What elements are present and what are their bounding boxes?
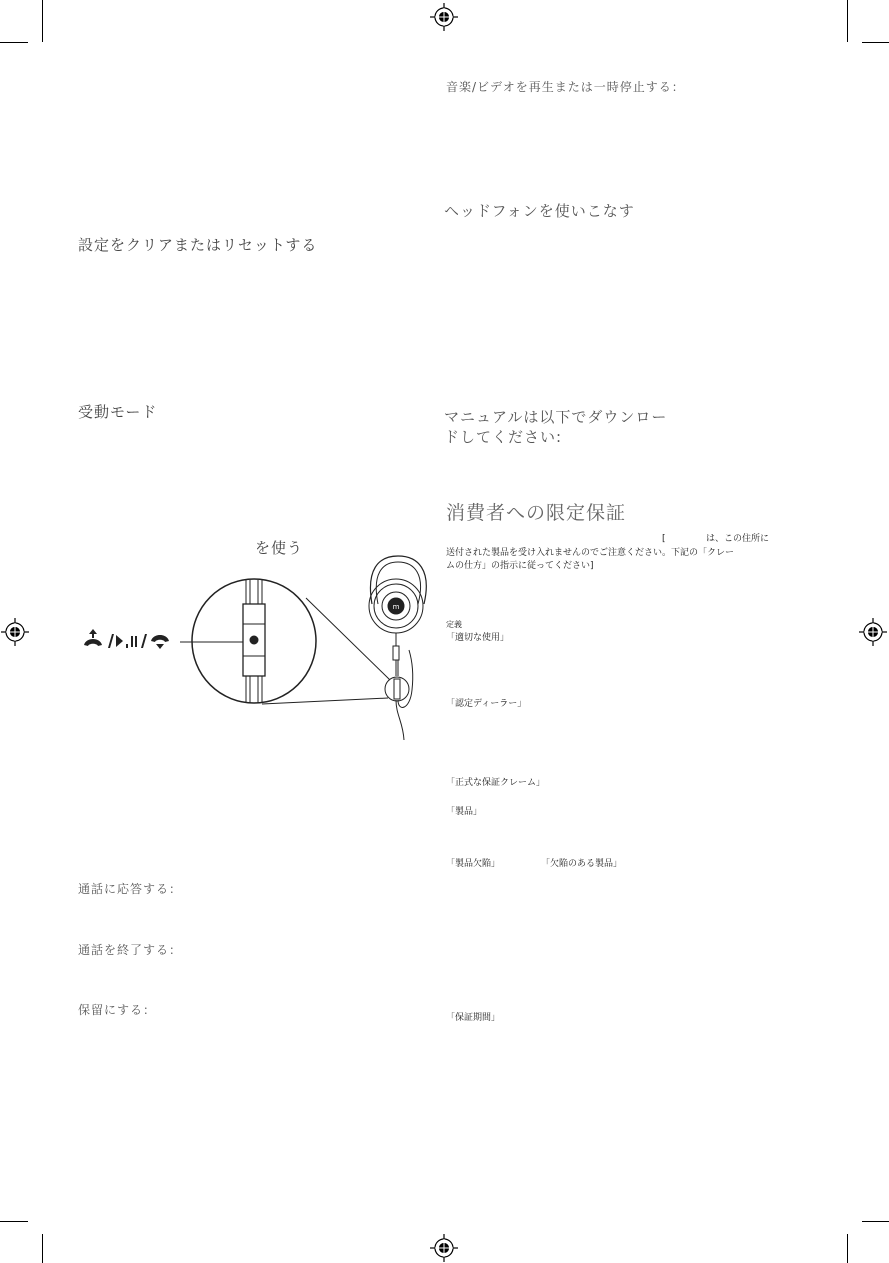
end-call-label: 通話を終了する： — [78, 943, 183, 957]
headphone-illustration — [180, 556, 426, 740]
manual-line-2: ドしてください: — [444, 428, 563, 446]
registration-mark-top — [430, 3, 458, 31]
notice-line-2: 送付された製品を受け入れませんのでご注意ください。下記の「クレー — [446, 548, 735, 558]
def-defect: 「製品欠陥」 — [446, 859, 501, 869]
def-product: 「製品」 — [446, 807, 483, 817]
call-control-icons — [84, 629, 169, 649]
def-dealer: 「認定ディーラー」 — [446, 699, 527, 709]
answer-call-label: 通話に応答する： — [78, 882, 183, 896]
def-defective: 「欠陥のある製品」 — [541, 859, 623, 869]
play-pause-label: 音楽/ビデオを再生または一時停止する： — [446, 80, 685, 94]
using-heading: を使う — [255, 539, 304, 557]
definitions-label: 定義 — [446, 620, 462, 629]
svg-text:m: m — [392, 603, 400, 611]
def-proper-use: 「適切な使用」 — [446, 633, 510, 643]
clear-reset-heading: 設定をクリアまたはリセットする — [78, 236, 318, 254]
notice-line-3: ムの仕方」の指示に従ってください] — [446, 561, 594, 571]
hold-label: 保留にする： — [78, 1003, 157, 1017]
registration-mark-right — [859, 618, 887, 646]
def-claim: 「正式な保証クレーム」 — [446, 778, 546, 788]
passive-mode-heading: 受動モード — [78, 403, 158, 421]
warranty-heading: 消費者への限定保証 — [446, 502, 627, 524]
def-period: 「保証期間」 — [446, 1013, 501, 1023]
master-heading: ヘッドフォンを使いこなす — [444, 202, 635, 220]
notice-bracket-open: [ — [662, 534, 666, 544]
registration-mark-bottom — [430, 1234, 458, 1262]
notice-line-1: は、この住所に — [706, 534, 770, 544]
manual-line-1: マニュアルは以下でダウンロー — [444, 408, 668, 426]
registration-mark-left — [1, 618, 29, 646]
